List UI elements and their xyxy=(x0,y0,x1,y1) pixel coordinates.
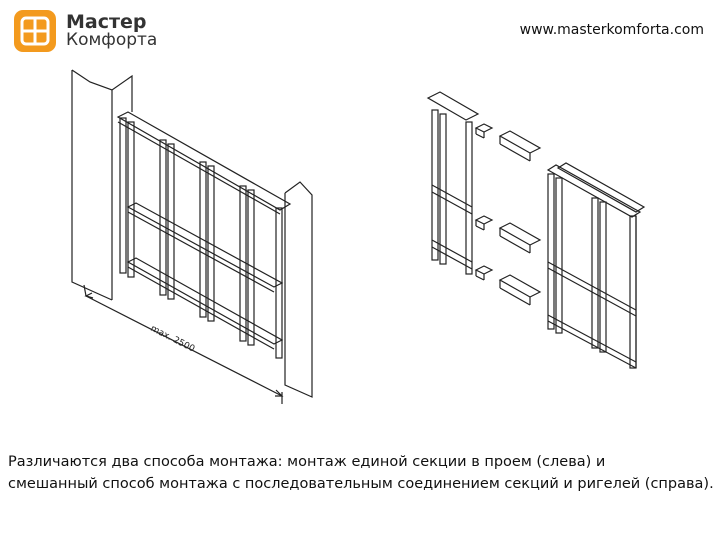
right-wall-panel xyxy=(285,182,312,397)
caption xyxy=(8,451,718,495)
site-url: www.masterkomforta.com xyxy=(519,22,704,38)
logo-brand-line1: Мастер xyxy=(66,11,147,33)
dimension-label: max. 2500 xyxy=(148,323,197,355)
caption-line-1: Различаются два способа монтажа: монтаж единой секции в проем (слева) и xyxy=(8,454,606,470)
caption-line-2: смешанный способ монтажа с последовательным соединением секций и ригелей (справа). xyxy=(8,476,714,492)
loose-transoms xyxy=(476,124,540,305)
left-wall-panel xyxy=(72,70,132,300)
right-left-section xyxy=(428,92,478,274)
right-right-section xyxy=(548,163,644,368)
logo-brand-line2: Комфорта xyxy=(66,30,158,50)
